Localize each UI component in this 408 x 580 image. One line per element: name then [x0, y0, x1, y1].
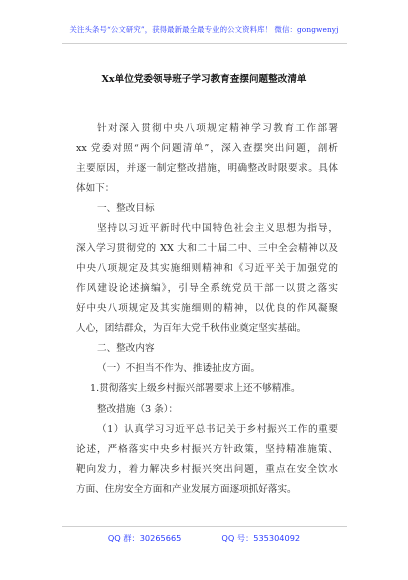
paragraph-line: 论述，严格落实中央乡村振兴方针政策，坚持精准施策、 — [76, 444, 338, 456]
measures-heading-text: 整改措施（3 条）： — [97, 404, 179, 415]
document-title: Xx单位党委领导班子学习教育查摆问题整改清单 — [101, 74, 307, 85]
paragraph-line: 作风建设论述摘编》，引导全系统党员干部一以贯之落实 — [76, 283, 338, 295]
paragraph-line: 体如下： — [76, 183, 115, 195]
paragraph-line: 针对深入贯彻中央八项规定精神学习教育工作部署 — [97, 123, 338, 134]
measures-heading — [76, 400, 338, 420]
paragraph-line: 方面、住房安全方面和产业发展方面逐项抓好落实。 — [76, 484, 297, 496]
header-divider — [62, 43, 347, 44]
qq-number: QQ 号：535304092 — [221, 533, 301, 543]
section-heading-content — [76, 339, 338, 359]
subsection-heading-text: （一）不担当不作为、推诿扯皮方面。 — [97, 363, 261, 374]
paragraph-line: 人心，团结群众，为百年大党千秋伟业奠定坚实基础。 — [76, 323, 307, 335]
paragraph-line: xx 党委对照“两个问题清单”，深入查摆突出问题，剖析 — [76, 143, 338, 155]
section-heading-text: 一、整改目标 — [97, 203, 155, 214]
footer-contact — [0, 533, 408, 544]
header-banner: 关注头条号“公文研究”，获得最新最全最专业的公文资料库！ 微信：gongwenyj — [69, 25, 339, 34]
paragraph-line: 坚持以习近平新时代中国特色社会主义思想为指导， — [97, 223, 338, 234]
footer-divider — [62, 526, 347, 527]
goal-paragraph — [76, 219, 338, 340]
paragraph-line: （1）认真学习习近平总书记关于乡村振兴工作的重要 — [97, 424, 338, 435]
paragraph-line: 深入学习贯彻党的 XX 大和二十届二中、三中全会精神以及 — [76, 243, 338, 255]
paragraph-line: 中央八项规定及其实施细则精神和《习近平关于加强党的 — [76, 263, 338, 275]
paragraph-line: 好中央八项规定及其实施细则的精神，以优良的作风凝聚 — [76, 303, 338, 315]
intro-paragraph — [76, 119, 338, 199]
paragraph-line: 主要原因，并逐一制定整改措施，明确整改时限要求。具体 — [76, 163, 338, 175]
problem-item — [76, 379, 338, 399]
qq-group-number: QQ 群：30265665 — [107, 533, 182, 543]
section-heading-goals — [76, 199, 338, 219]
section-heading-text: 二、整改内容 — [97, 343, 155, 354]
measure-paragraph — [76, 420, 338, 500]
problem-item-text: 1.贯彻落实上级乡村振兴部署要求上还不够精准。 — [90, 383, 301, 394]
subsection-heading — [76, 359, 338, 379]
paragraph-line: 靶向发力，着力解决乡村振兴突出问题，重点在安全饮水 — [76, 464, 338, 476]
